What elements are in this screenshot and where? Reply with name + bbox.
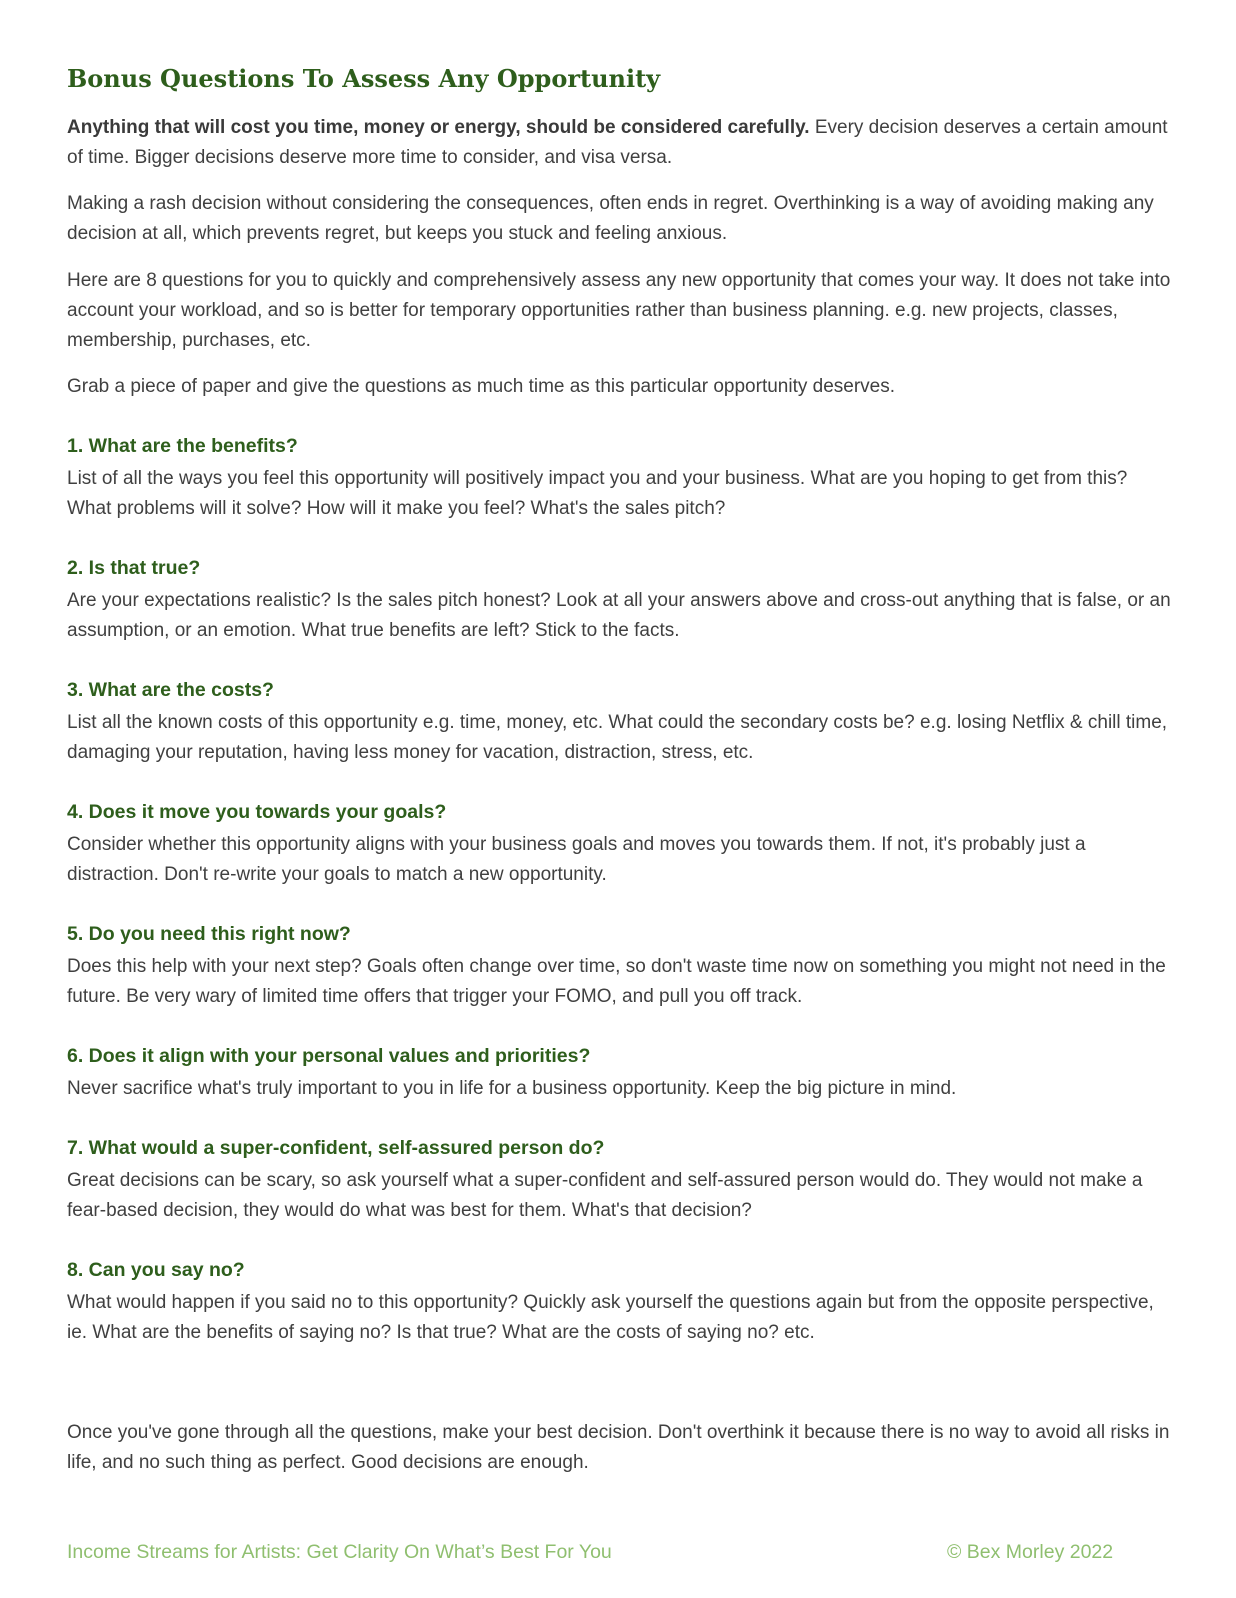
question-body: List all the known costs of this opportunity e.g. time, money, etc. What could the secondary costs be? e.g. losing Netflix & chill time, damaging your reputation, having less money for vacation, distraction, stress, etc. [67, 712, 1168, 763]
page-title: Bonus Questions To Assess Any Opportunity [67, 64, 661, 93]
question-body: What would happen if you said no to this opportunity? Quickly ask yourself the questions again but from the opposite perspective, ie. What are the benefits of saying no? Is that true? What are the costs of saying no? etc. [67, 1292, 1154, 1343]
question-heading: 1. What are the benefits? [67, 435, 298, 457]
footer-title: Income Streams for Artists: Get Clarity On What’s Best For You [67, 1541, 612, 1563]
question-heading: 2. Is that true? [67, 557, 201, 579]
intro-text: Every decision deserves a certain amount of time. Bigger decisions deserve more time to consider, and visa versa. [67, 117, 1168, 168]
question-heading: 4. Does it move you towards your goals? [67, 801, 447, 823]
intro-paragraph-4: Grab a piece of paper and give the questions as much time as this particular opportunity deserves. [67, 376, 896, 397]
intro-paragraph-1 [67, 113, 1175, 173]
intro-paragraph-2: Making a rash decision without considering the consequences, often ends in regret. Overthinking is a way of avoiding making any decision at all, which prevents regret, but keeps you stuck and feeling anxious. [67, 193, 1154, 244]
question-heading: 7. What would a super-confident, self-assured person do? [67, 1137, 605, 1159]
question-body: List of all the ways you feel this opportunity will positively impact you and your business. What are you hoping to get from this? What problems will it solve? How will it make you feel? What's the sales pitch? [67, 468, 1128, 519]
intro-paragraph-3: Here are 8 questions for you to quickly and comprehensively assess any new opportunity that comes your way. It does not take into account your workload, and so is better for temporary opportunities rather than business planning. e.g. new projects, classes, membership, purchases, etc. [67, 270, 1171, 351]
question-heading: 8. Can you say no? [67, 1259, 245, 1281]
question-heading: 5. Do you need this right now? [67, 923, 351, 945]
question-body: Consider whether this opportunity aligns with your business goals and moves you towards them. If not, it's probably just a distraction. Don't re-write your goals to match a new opportunity. [67, 834, 1086, 885]
question-body: Great decisions can be scary, so ask yourself what a super-confident and self-assured person would do. They would not make a fear-based decision, they would do what was best for them. What's that decision? [67, 1170, 1143, 1221]
footer-copyright: © Bex Morley 2022 [947, 1541, 1114, 1563]
closing-paragraph: Once you've gone through all the questions, make your best decision. Don't overthink it because there is no way to avoid all risks in life, and no such thing as perfect. Good decisions are enough. [67, 1422, 1170, 1473]
question-body: Does this help with your next step? Goals often change over time, so don't waste time now on something you might not need in the future. Be very wary of limited time offers that trigger your FOMO, and pull you off track. [67, 956, 1166, 1007]
question-body: Are your expectations realistic? Is the sales pitch honest? Look at all your answers above and cross-out anything that is false, or an assumption, or an emotion. What true benefits are left? Stick to the facts. [67, 590, 1171, 641]
question-heading: 6. Does it align with your personal values and priorities? [67, 1045, 591, 1067]
question-heading: 3. What are the costs? [67, 679, 274, 701]
intro-lead-text: Anything that will cost you time, money or energy, should be considered carefully. [67, 117, 810, 138]
question-body: Never sacrifice what's truly important to you in life for a business opportunity. Keep the big picture in mind. [67, 1078, 957, 1099]
